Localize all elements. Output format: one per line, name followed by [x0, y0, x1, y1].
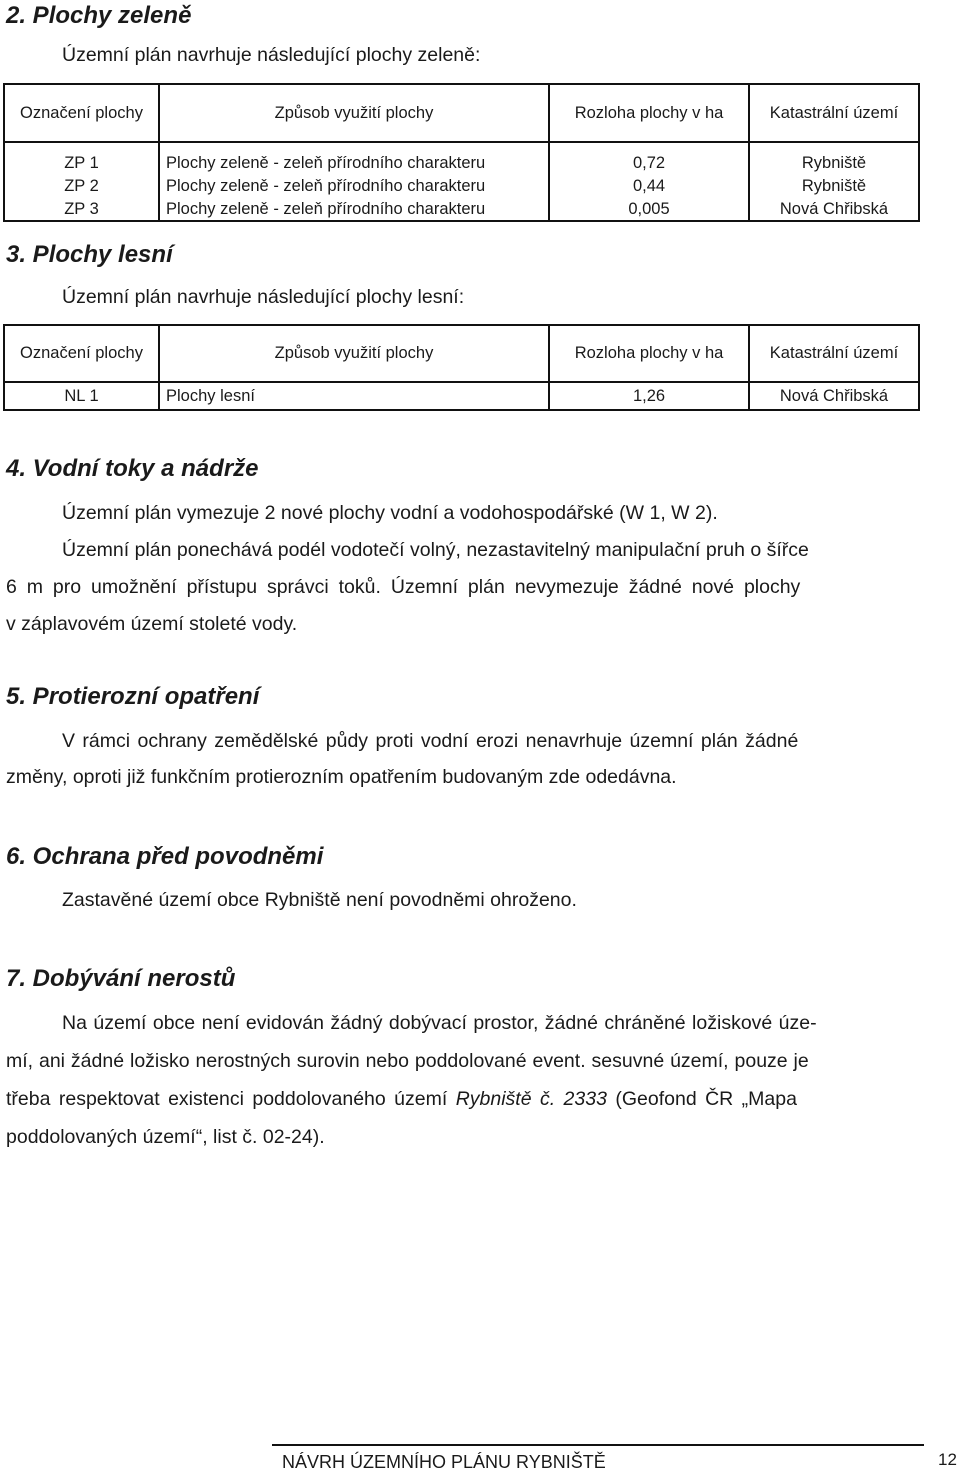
footer-rule [272, 1444, 924, 1446]
section-4-paragraph-2-line-3: v záplavovém území stoleté vody. [6, 613, 298, 635]
table-cell: NL 1 [4, 382, 159, 410]
forest-areas-table [3, 324, 920, 411]
section-4-paragraph-2-line-2: 6 m pro umožnění přístupu správci toků. Územní plán nevymezuje žádné nové plochy [6, 576, 801, 598]
section-5-heading: 5. Protierozní opatření [6, 683, 260, 710]
column-header: Označení plochy [4, 325, 159, 382]
column-header: Označení plochy [4, 84, 159, 142]
table-cell: Rybniště [749, 175, 919, 198]
table-cell: Plochy zeleně - zeleň přírodního charakteru [159, 175, 549, 198]
table-spacer-row [4, 142, 919, 152]
table-cell: 0,005 [549, 198, 749, 221]
column-header: Rozloha plochy v ha [549, 84, 749, 142]
section-2-heading: 2. Plochy zeleně [6, 2, 192, 29]
table-row [4, 382, 919, 410]
table-header-row [4, 325, 919, 382]
table-cell: ZP 1 [4, 152, 159, 175]
column-header: Katastrální území [749, 84, 919, 142]
footer-title: NÁVRH ÚZEMNÍHO PLÁNU RYBNIŠTĚ [282, 1452, 606, 1472]
section-5-paragraph-line-2: změny, oproti již funkčním protierozním opatřením budovaným zde odedávna. [6, 766, 677, 788]
table-cell: Rybniště [749, 152, 919, 175]
line-text: (Geofond ČR „Mapa [606, 1088, 797, 1110]
section-4-paragraph-2-line-1: Územní plán ponechává podél vodotečí volný, nezastavitelný manipulační pruh o šířce [62, 539, 809, 561]
column-header: Způsob využití plochy [159, 325, 549, 382]
table-header-row [4, 84, 919, 142]
green-areas-table [3, 83, 920, 222]
column-header: Rozloha plochy v ha [549, 325, 749, 382]
table-cell: 0,44 [549, 175, 749, 198]
section-4-paragraph-1: Územní plán vymezuje 2 nové plochy vodní a vodohospodářské (W 1, W 2). [62, 502, 718, 524]
section-2-intro: Územní plán navrhuje následující plochy zeleně: [62, 44, 481, 66]
italic-reference: Rybniště č. 2333 [455, 1088, 607, 1110]
column-header: Katastrální území [749, 325, 919, 382]
section-6-paragraph: Zastavěné území obce Rybniště není povodněmi ohroženo. [62, 889, 577, 911]
table-row [4, 198, 919, 221]
section-7-heading: 7. Dobývání nerostů [6, 965, 236, 992]
line-text: třeba respektovat existenci poddolovaného území [6, 1088, 456, 1110]
table-cell: ZP 2 [4, 175, 159, 198]
table-cell: 0,72 [549, 152, 749, 175]
table-row [4, 152, 919, 175]
section-3-heading: 3. Plochy lesní [6, 241, 173, 268]
section-4-heading: 4. Vodní toky a nádrže [6, 455, 259, 482]
table-cell: Plochy zeleně - zeleň přírodního charakteru [159, 198, 549, 221]
page-number: 12 [938, 1450, 957, 1469]
table-cell: 1,26 [549, 382, 749, 410]
table-cell: ZP 3 [4, 198, 159, 221]
section-7-paragraph-line-2: mí, ani žádné ložisko nerostných surovin nebo poddolované event. sesuvné území, pouze je [6, 1050, 809, 1072]
table-cell: Nová Chřibská [749, 198, 919, 221]
table-row [4, 175, 919, 198]
column-header: Způsob využití plochy [159, 84, 549, 142]
section-7-paragraph-line-1: Na území obce není evidován žádný dobývací prostor, žádné chráněné ložiskové úze- [62, 1012, 817, 1034]
table-cell: Plochy zeleně - zeleň přírodního charakteru [159, 152, 549, 175]
section-7-paragraph-line-4: poddolovaných území“, list č. 02-24). [6, 1126, 325, 1148]
section-6-heading: 6. Ochrana před povodněmi [6, 843, 324, 870]
section-3-intro: Územní plán navrhuje následující plochy lesní: [62, 286, 465, 308]
section-5-paragraph-line-1: V rámci ochrany zemědělské půdy proti vodní erozi nenavrhuje územní plán žádné [62, 730, 799, 752]
section-7-paragraph-line-3 [6, 1086, 921, 1112]
table-cell: Nová Chřibská [749, 382, 919, 410]
table-cell: Plochy lesní [159, 382, 549, 410]
